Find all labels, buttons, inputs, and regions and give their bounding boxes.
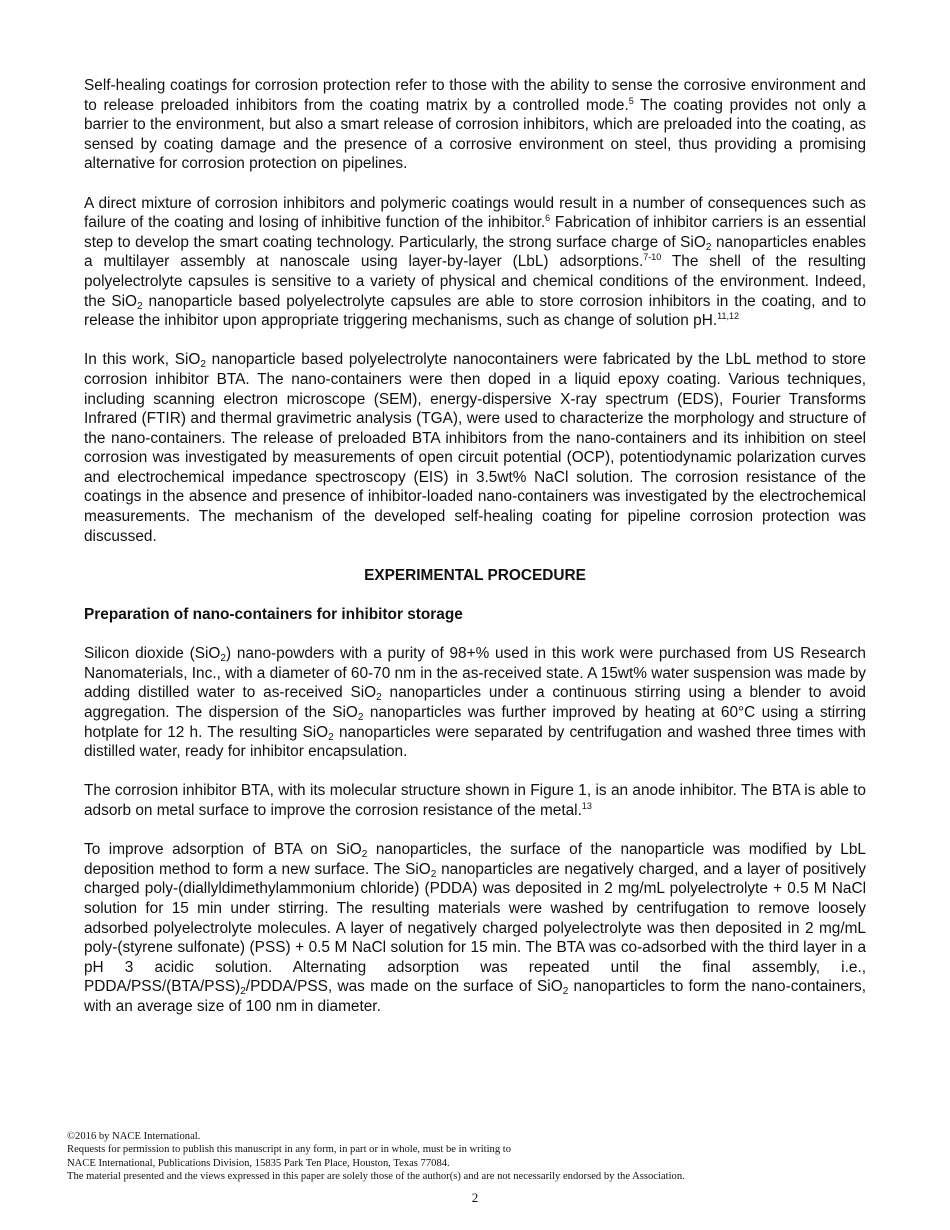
subscript: 2 (430, 868, 437, 880)
text-run: The shell of the resulting polyelectrolyte capsules is sensitive to a variety of physical and chemical conditions of the environment. Indeed, the SiO (84, 253, 866, 310)
footer-disclaimer: The material presented and the views expressed in this paper are solely those of the author(s) and are not necessarily endorsed by the Association. (67, 1171, 685, 1183)
text-run: To improve adsorption of BTA on SiO (84, 841, 362, 859)
page-number: 2 (471, 1190, 479, 1205)
text-run: Self-healing coatings for corrosion protection refer to those with the ability to sense the corrosive environment and to release preloaded inhibitors from the coating matrix by a controlled mode. (84, 77, 866, 114)
text-run: nanoparticle based polyelectrolyte nanocontainers were fabricated by the LbL method to store corrosion inhibitor BTA. The nano-containers were then doped in a liquid epoxy coating. Various techniques, including scanning electron microscope (SEM), energy-dispersive X-ray spectrum (EDS), Fourier Transforms Infrared (FTIR) and thermal gravimetric analysis (TGA), were used to characterize the morphology and structure of the nano-containers. The release of preloaded BTA inhibitors from the nano-containers and its inhibition on steel corrosion was investigated by measurements of open circuit potential (OCP), potentiodynamic polarization curves and electrochemical impedance spectroscopy (EIS) in 3.5wt% NaCl solution. The corrosion resistance of the coatings in the absence and presence of inhibitor-loaded nano-containers was investigated by the electrochemical measurements. The mechanism of the developed self-healing coating for pipeline corrosion protection was discussed. (84, 351, 866, 545)
subsection-heading: Preparation of nano-containers for inhibitor storage (84, 606, 463, 624)
body-text (84, 76, 866, 1036)
citation-superscript: 11,12 (717, 311, 739, 322)
text-run: nanoparticles were separated by centrifugation and washed three times with distilled water, ready for inhibitor encapsulation. (84, 723, 866, 761)
subscript: 2 (328, 731, 334, 743)
paragraph-bta-inhibitor (84, 781, 866, 820)
text-run: nanoparticles under a continuous stirring using a blender to avoid aggregation. The dispersion of the SiO (84, 684, 866, 721)
text-run: nanoparticles to form the nano-containers, with an average size of 100 nm in diameter. (84, 978, 866, 1015)
citation-superscript: 13 (581, 800, 592, 811)
footer-permission: Requests for permission to publish this manuscript in any form, in part or in whole, must be in writing to (67, 1144, 512, 1156)
text-run: The corrosion inhibitor BTA, with its molecular structure shown in Figure 1, is an anode inhibitor. The BTA is able to adsorb on metal surface to improve the corrosion resistance of the metal. (84, 782, 866, 819)
paragraph-self-healing-intro (84, 76, 866, 174)
subscript: 2 (705, 241, 712, 253)
footer-address: NACE International, Publications Division, 15835 Park Ten Place, Houston, Texas 77084. (67, 1157, 450, 1169)
subscript: 2 (376, 692, 382, 704)
paragraph-this-work (84, 350, 866, 546)
subscript: 2 (200, 359, 206, 371)
subscript: 2 (562, 986, 569, 998)
text-run: The coating provides not only a barrier to the environment, but also a smart release of corrosion inhibitors, which are preloaded into the coating, as sensed by coating damage and the presence of a corrosive environment on steel, thus providing a promising alternative for corrosion protection on pipelines. (84, 96, 866, 173)
subscript: 2 (357, 712, 364, 723)
subscript: 2 (220, 653, 226, 665)
text-run: Silicon dioxide (SiO (84, 645, 221, 663)
section-heading: EXPERIMENTAL PROCEDURE (364, 566, 586, 584)
text-run: A direct mixture of corrosion inhibitors and polymeric coatings would result in a number of consequences such as failure of the coating and losing of inhibitive function of the inhibitor. (84, 194, 866, 232)
footer-copyright: ©2016 by NACE International. (67, 1131, 201, 1142)
text-run: nanoparticle based polyelectrolyte capsules are able to store corrosion inhibitors in the coating, and to release the inhibitor upon appropriate triggering mechanisms, such as change of solution pH. (84, 292, 867, 330)
text-run: nanoparticles are negatively charged, and a layer of positively charged poly-(diallyldimethylammonium chloride) (PDDA) was deposited in 2 mg/mL polyelectrolyte + 0.5 M NaCl solution for 15 min under stirring. The resulting materials were washed by centrifugation to remove loosely adsorbed polyelectrolyte molecules. A layer of negatively charged polyelectrolyte was then deposited in 2 mg/mL poly-(styrene sulfonate) (PSS) + 0.5 M NaCl solution for 15 min. The BTA was co-adsorbed with the third layer in a pH 3 acidic solution. Alternating adsorption was repeated until the final assembly, i.e., PDDA/PSS/(BTA/PSS) (84, 860, 866, 996)
footer-notice (67, 1130, 887, 1184)
text-run: /PDDA/PSS, was made on the surface of SiO (245, 978, 563, 996)
text-run: Fabrication of inhibitor carriers is an essential step to develop the smart coating technology. Particularly, the strong surface charge of SiO (84, 214, 866, 251)
text-run: nanoparticles enables a multilayer assembly at nanoscale using layer-by-layer (LbL) adsorptions. (84, 233, 866, 271)
citation-superscript: 5 (628, 95, 634, 106)
citation-superscript: 6 (545, 213, 551, 224)
text-run: ) nano-powders with a purity of 98+% used in this work were purchased from US Research Nanomaterials, Inc., with a diameter of 60-70 nm in the as-received state. A 15wt% water suspension was made by adding distilled water to as-received SiO (84, 645, 866, 702)
text-run: In this work, SiO (84, 351, 201, 369)
subscript: 2 (361, 849, 368, 861)
subscript: 2 (240, 986, 246, 998)
text-run: nanoparticles, the surface of the nanoparticle was modified by LbL deposition method to form a new surface. The SiO (84, 841, 866, 878)
paragraph-inhibitor-carriers (84, 194, 866, 331)
subscript: 2 (137, 300, 143, 312)
citation-superscript: 7-10 (643, 252, 662, 263)
text-run: nanoparticles was further improved by heating at 60°C using a stirring hotplate for 12 h. The resulting SiO (84, 704, 867, 741)
paragraph-lbl-deposition (84, 840, 866, 1016)
paragraph-silicon-dioxide (84, 644, 866, 762)
